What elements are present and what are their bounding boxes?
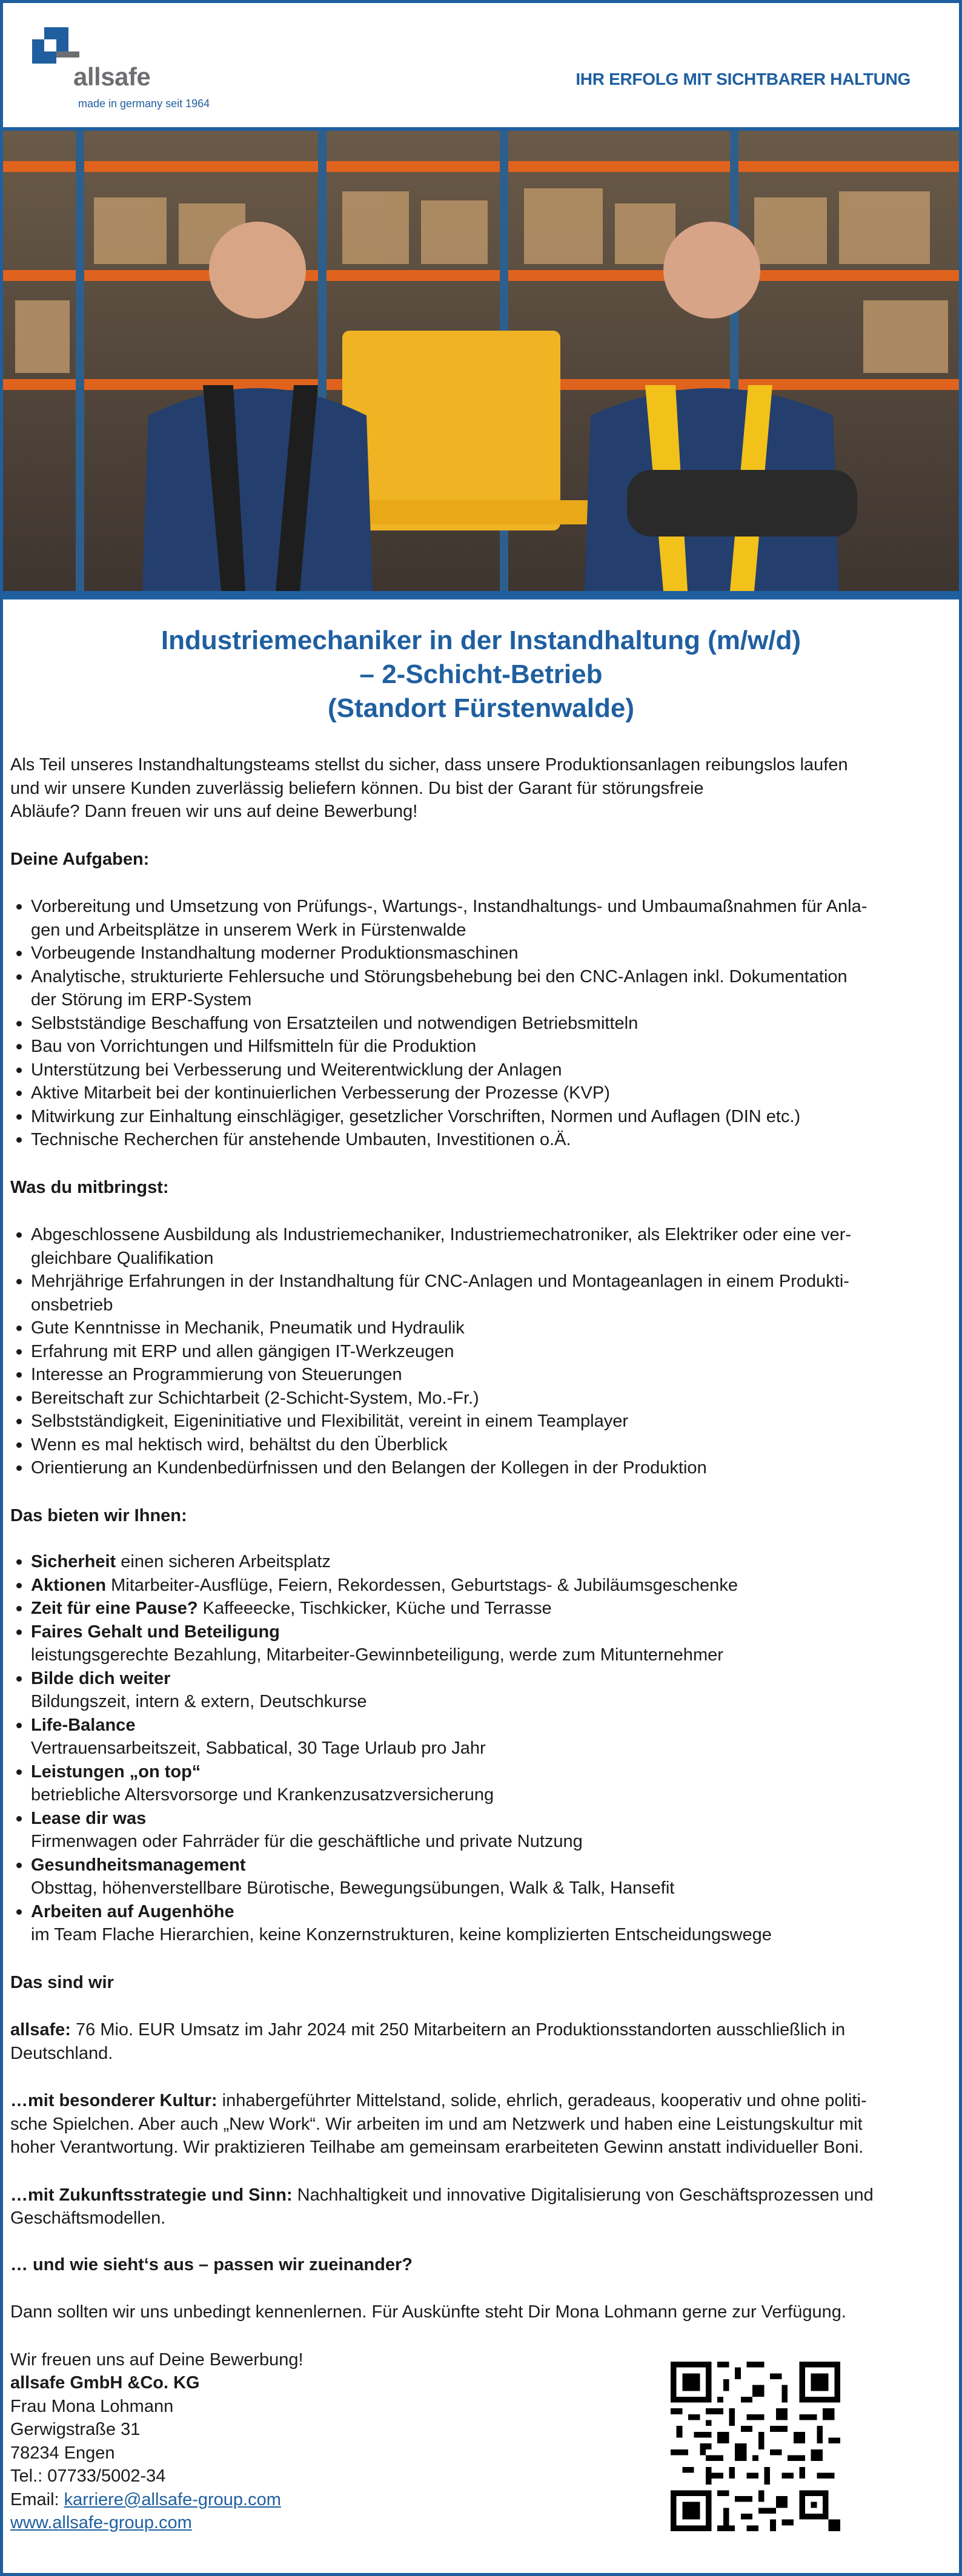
- list-item: Mehrjährige Erfahrungen in der Instandhaltung für CNC-Anlagen und Montageanlagen in einem Produkti- onsbetrieb: [10, 1270, 952, 1316]
- list-item: Aktive Mitarbeit bei der kontinuierlichen Verbesserung der Prozesse (KVP): [10, 1082, 952, 1105]
- brand-tagline: made in germany seit 1964: [78, 97, 210, 110]
- contact-block: [10, 2348, 952, 2535]
- list-item: Orientierung an Kundenbedürfnissen und den Belangen der Kollegen in der Produktion: [10, 1456, 952, 1480]
- contact-phone: Tel.: 07733/5002-34: [10, 2466, 166, 2486]
- about-paragraph: Dann sollten wir uns unbedingt kennenlernen. Für Auskünfte steht Dir Mona Lohmann gerne zur Verfügung.: [10, 2302, 846, 2322]
- intro-text: [10, 753, 952, 824]
- list-item: Unterstützung bei Verbesserung und Weiterentwicklung der Anlagen: [10, 1058, 952, 1082]
- contact-street: Gerwigstraße 31: [10, 2420, 141, 2439]
- intro-line: Als Teil unseres Instandhaltungsteams stellst du sicher, dass unsere Produktionsanlagen reibungslos laufen: [10, 755, 848, 774]
- job-ad-content: [10, 624, 952, 2535]
- list-item: Selbstständige Beschaffung von Ersatzteilen und notwendigen Betriebsmitteln: [10, 1012, 952, 1035]
- contact-email-row: Email: karriere@allsafe-group.com: [10, 2489, 281, 2509]
- list-item: Arbeiten auf Augenhöhe im Team Flache Hierarchien, keine Konzernstrukturen, keine komplizierten Entscheidungswege: [10, 1900, 952, 1947]
- hero-photo: [3, 131, 959, 591]
- list-item: Gesundheitsmanagement Obsttag, höhenverstellbare Bürotische, Bewegungsübungen, Walk & Talk, Hansefit: [10, 1854, 952, 1900]
- list-item: Sicherheit einen sicheren Arbeitsplatz: [10, 1550, 952, 1574]
- contact-city: 78234 Engen: [10, 2443, 115, 2463]
- about-paragraph: allsafe: 76 Mio. EUR Umsatz im Jahr 2024 mit 250 Mitarbeitern an Produktionsstandorten ausschließlich in Deutschland.: [10, 2020, 846, 2063]
- about-question: … und wie sieht‘s aus – passen wir zueinander?: [10, 2254, 413, 2274]
- list-item: Bilde dich weiter Bildungszeit, intern & extern, Deutschkurse: [10, 1667, 952, 1714]
- list-item: Lease dir was Firmenwagen oder Fahrräder für die geschäftliche und private Nutzung: [10, 1807, 952, 1854]
- list-item: Vorbeugende Instandhaltung moderner Produktionsmaschinen: [10, 942, 952, 965]
- intro-line: Abläufe? Dann freuen wir uns auf deine Bewerbung!: [10, 802, 418, 821]
- list-item: Wenn es mal hektisch wird, behältst du den Überblick: [10, 1433, 952, 1457]
- about-heading: Das sind wir: [10, 1972, 114, 1992]
- brand-name: allsafe: [73, 62, 151, 91]
- logo-mark-icon: [32, 27, 79, 74]
- about-paragraph: …mit Zukunftsstrategie und Sinn: Nachhaltigkeit und innovative Digitalisierung von Geschäftsprozessen und Geschäftsmodellen.: [10, 2185, 874, 2228]
- website-link[interactable]: www.allsafe-group.com: [10, 2513, 192, 2532]
- list-item: Analytische, strukturierte Fehlersuche und Störungsbehebung bei den CNC-Anlagen inkl. Dokumentation der Störung im ERP-System: [10, 965, 952, 1012]
- company-logo[interactable]: [32, 27, 250, 118]
- list-item: Life-Balance Vertrauensarbeitszeit, Sabbatical, 30 Tage Urlaub pro Jahr: [10, 1714, 952, 1760]
- contact-company: allsafe GmbH &Co. KG: [10, 2373, 200, 2393]
- contact-intro: Wir freuen uns auf Deine Bewerbung!: [10, 2350, 304, 2370]
- hero-divider: [3, 591, 959, 599]
- job-title-line: – 2-Schicht-Betrieb: [359, 659, 603, 689]
- list-item: Erfahrung mit ERP und allen gängigen IT-Werkzeugen: [10, 1340, 952, 1364]
- intro-line: und wir unsere Kunden zuverlässig beliefern können. Du bist der Garant für störungsfreie: [10, 778, 704, 798]
- list-item: Mitwirkung zur Einhaltung einschlägiger, gesetzlicher Vorschriften, Normen und Auflagen (DIN etc.): [10, 1105, 952, 1129]
- job-title-line: (Standort Fürstenwalde): [327, 693, 635, 723]
- tasks-heading: Deine Aufgaben:: [10, 849, 150, 869]
- list-item: Zeit für eine Pause? Kaffeeecke, Tischkicker, Küche und Terrasse: [10, 1597, 952, 1620]
- list-item: Faires Gehalt und Beteiligung leistungsgerechte Bezahlung, Mitarbeiter-Gewinnbeteiligung, werde zum Mitunternehmer: [10, 1620, 952, 1667]
- requirements-heading: Was du mitbringst:: [10, 1177, 169, 1197]
- list-item: Bau von Vorrichtungen und Hilfsmitteln für die Produktion: [10, 1035, 952, 1058]
- list-item: Selbstständigkeit, Eigeninitiative und Flexibilität, vereint in einem Teamplayer: [10, 1410, 952, 1433]
- header: [3, 3, 959, 127]
- list-item: Interesse an Programmierung von Steuerungen: [10, 1363, 952, 1387]
- list-item: Vorbereitung und Umsetzung von Prüfungs-, Wartungs-, Instandhaltungs- und Umbaumaßnahmen für Anla- gen und Arbeitsplätze in unserem Werk in Fürstenwalde: [10, 895, 952, 942]
- contact-person: Frau Mona Lohmann: [10, 2396, 174, 2416]
- job-title-line: Industriemechaniker in der Instandhaltung (m/w/d): [161, 626, 801, 655]
- requirements-list: [10, 1223, 952, 1480]
- list-item: Gute Kenntnisse in Mechanik, Pneumatik und Hydraulik: [10, 1316, 952, 1340]
- list-item: Leistungen „on top“ betriebliche Altersvorsorge und Krankenzusatzversicherung: [10, 1760, 952, 1807]
- qr-code-icon[interactable]: [671, 2362, 840, 2531]
- photo-two-mechanics-warehouse-icon: [3, 131, 959, 591]
- list-item: Bereitschaft zur Schichtarbeit (2-Schicht-System, Mo.-Fr.): [10, 1387, 952, 1410]
- list-item: Abgeschlossene Ausbildung als Industriemechaniker, Industriemechatroniker, als Elektriker oder eine ver- gleichbare Qualifikation: [10, 1223, 952, 1270]
- tasks-list: [10, 895, 952, 1152]
- job-title: [10, 624, 952, 725]
- list-item: Technische Recherchen für anstehende Umbauten, Investitionen o.Ä.: [10, 1128, 952, 1152]
- benefits-heading: Das bieten wir Ihnen:: [10, 1505, 187, 1525]
- about-paragraph: …mit besonderer Kultur: inhabergeführter Mittelstand, solide, ehrlich, geradeaus, kooperativ und ohne politi- sche Spielchen. Aber auch „New Work“. Wir arbeiten im und am Netzwerk und haben eine Leistungskultur mit hoher Verantwortung. Wir praktizieren Teilhabe am gemeinsam erarbeiteten Gewinn anstatt individueller Boni.: [10, 2091, 867, 2157]
- header-slogan: IHR ERFOLG MIT SICHTBARER HALTUNG: [576, 70, 911, 88]
- list-item: Aktionen Mitarbeiter-Ausflüge, Feiern, Rekordessen, Geburtstags- & Jubiläumsgeschenke: [10, 1574, 952, 1597]
- benefits-list: [10, 1550, 952, 1947]
- email-link[interactable]: karriere@allsafe-group.com: [64, 2489, 281, 2509]
